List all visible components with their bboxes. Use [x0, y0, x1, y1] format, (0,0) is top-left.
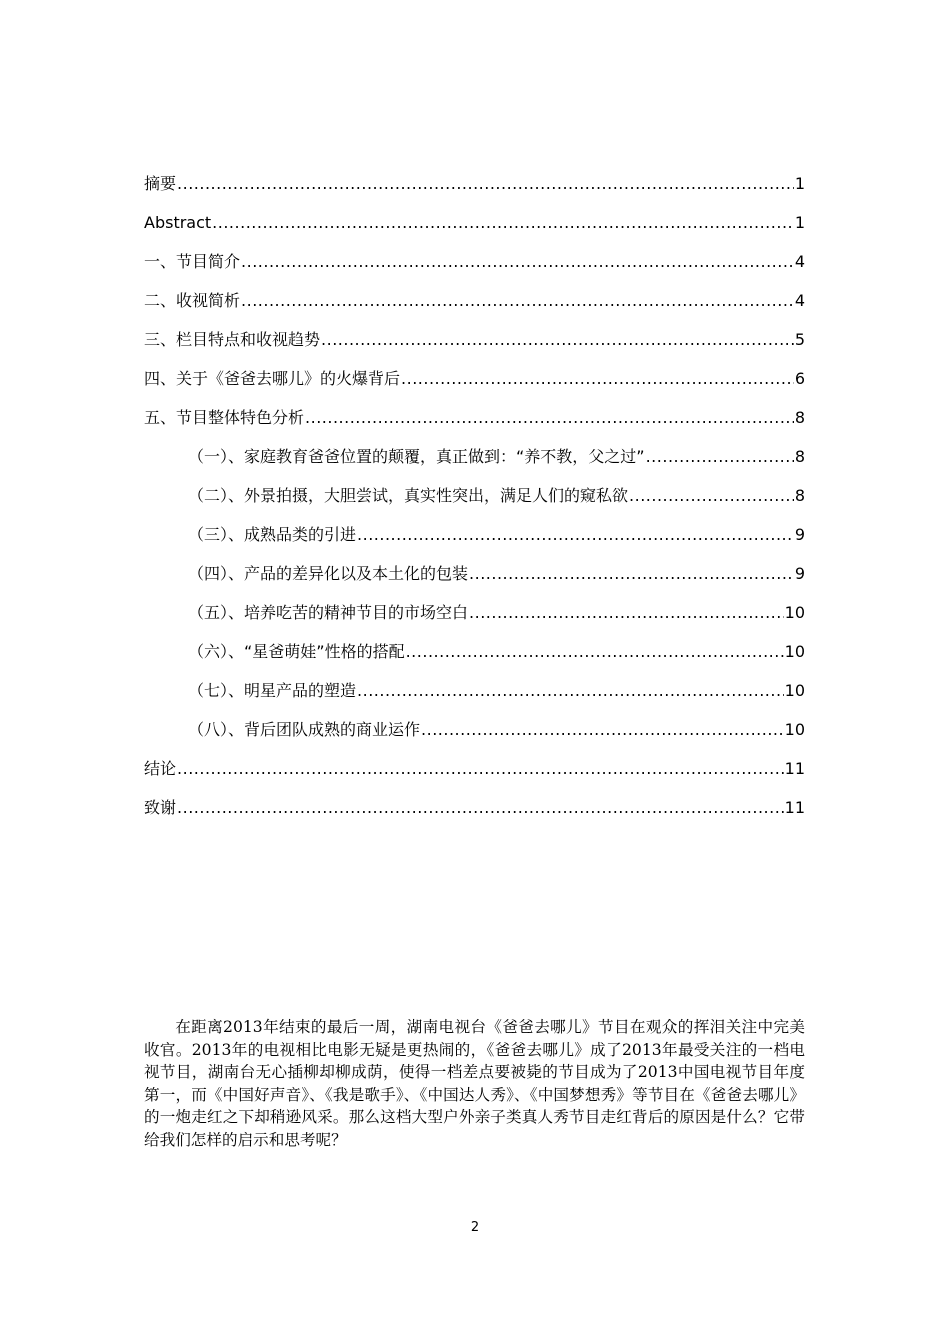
toc-entry-title: 致谢	[144, 798, 177, 817]
toc-entry-page: 1	[794, 174, 805, 193]
toc-entry-title: 五、节目整体特色分析	[144, 408, 305, 427]
toc-subentry[interactable]	[144, 597, 805, 636]
toc-leader-dots	[357, 675, 784, 706]
toc-subentry[interactable]	[144, 636, 805, 675]
toc-entry[interactable]	[144, 402, 805, 441]
toc-entry-page: 5	[794, 330, 805, 349]
toc-leader-dots	[629, 480, 794, 511]
toc-entry-title: （六）、“星爸萌娃”性格的搭配	[188, 642, 405, 661]
toc-leader-dots	[401, 363, 794, 394]
toc-entry-title: （一）、家庭教育爸爸位置的颠覆，真正做到：“养不教，父之过”	[188, 447, 645, 466]
toc-entry-title: 摘要	[144, 174, 177, 193]
toc-entry[interactable]	[144, 246, 805, 285]
toc-entry-title: （八）、背后团队成熟的商业运作	[188, 720, 421, 739]
toc-entry[interactable]	[144, 363, 805, 402]
toc-leader-dots	[357, 519, 794, 550]
toc-subentry[interactable]	[144, 480, 805, 519]
toc-entry-page: 9	[794, 564, 805, 583]
toc-leader-dots	[406, 636, 784, 667]
toc-entry-title: （二）、外景拍摄，大胆尝试，真实性突出，满足人们的窥私欲	[188, 486, 629, 505]
toc-leader-dots	[321, 324, 794, 355]
toc-subentry[interactable]	[144, 558, 805, 597]
toc-leader-dots	[241, 285, 794, 316]
toc-entry-page: 10	[784, 642, 805, 661]
toc-entry[interactable]	[144, 207, 805, 246]
toc-entry-title: （四）、产品的差异化以及本土化的包装	[188, 564, 469, 583]
toc-entry-title: （七）、明星产品的塑造	[188, 681, 357, 700]
toc-entry[interactable]	[144, 285, 805, 324]
toc-leader-dots	[305, 402, 794, 433]
toc-leader-dots	[177, 792, 784, 823]
toc-leader-dots	[646, 441, 794, 472]
toc-entry[interactable]	[144, 324, 805, 363]
toc-entry-page: 11	[784, 759, 805, 778]
toc-subentry[interactable]	[144, 714, 805, 753]
toc-leader-dots	[212, 207, 794, 238]
toc-entry-title: Abstract	[144, 213, 212, 232]
toc-entry-page: 10	[784, 603, 805, 622]
toc-entry-title: 一、节目简介	[144, 252, 241, 271]
toc-entry-page: 8	[794, 486, 805, 505]
toc-leader-dots	[177, 753, 784, 784]
toc-entry-title: （三）、成熟品类的引进	[188, 525, 357, 544]
toc-entry-page: 10	[784, 720, 805, 739]
toc-entry[interactable]	[144, 168, 805, 207]
toc-entry-page: 6	[794, 369, 805, 388]
toc-entry[interactable]	[144, 792, 805, 831]
toc-subentry[interactable]	[144, 675, 805, 714]
page-number: 2	[470, 1220, 480, 1235]
toc-entry-title: 四、关于《爸爸去哪儿》的火爆背后	[144, 369, 401, 388]
toc-leader-dots	[469, 597, 784, 628]
toc-subentry[interactable]	[144, 519, 805, 558]
table-of-contents	[144, 168, 805, 831]
toc-entry-title: 三、栏目特点和收视趋势	[144, 330, 321, 349]
toc-entry-title: 二、收视简析	[144, 291, 241, 310]
body-paragraph: 在距离2013年结束的最后一周，湖南电视台《爸爸去哪儿》节目在观众的挥泪关注中完美收官。2013年的电视相比电影无疑是更热闹的，《爸爸去哪儿》成了2013年最受关注的一档电视节目，湖南台无心插柳却柳成荫，使得一档差点要被毙的节目成为了2013中国电视节目年度第一，而《中国好声音》、《我是歌手》、《中国达人秀》、《中国梦想秀》等节目在《爸爸去哪儿》的一炮走红之下却稍逊风采。那么这档大型户外亲子类真人秀节目走红背后的原因是什么？它带给我们怎样的启示和思考呢？	[144, 1018, 805, 1149]
toc-leader-dots	[241, 246, 794, 277]
toc-leader-dots	[177, 168, 794, 199]
toc-subentry[interactable]	[144, 441, 805, 480]
toc-entry-page: 8	[794, 447, 805, 466]
toc-entry-title: （五）、培养吃苦的精神节目的市场空白	[188, 603, 469, 622]
toc-entry-page: 1	[794, 213, 805, 232]
toc-entry-page: 10	[784, 681, 805, 700]
toc-entry[interactable]	[144, 753, 805, 792]
toc-leader-dots	[421, 714, 784, 745]
toc-leader-dots	[469, 558, 794, 589]
toc-entry-page: 4	[794, 252, 805, 271]
toc-entry-page: 4	[794, 291, 805, 310]
toc-entry-title: 结论	[144, 759, 177, 778]
toc-entry-page: 11	[784, 798, 805, 817]
toc-entry-page: 9	[794, 525, 805, 544]
toc-entry-page: 8	[794, 408, 805, 427]
